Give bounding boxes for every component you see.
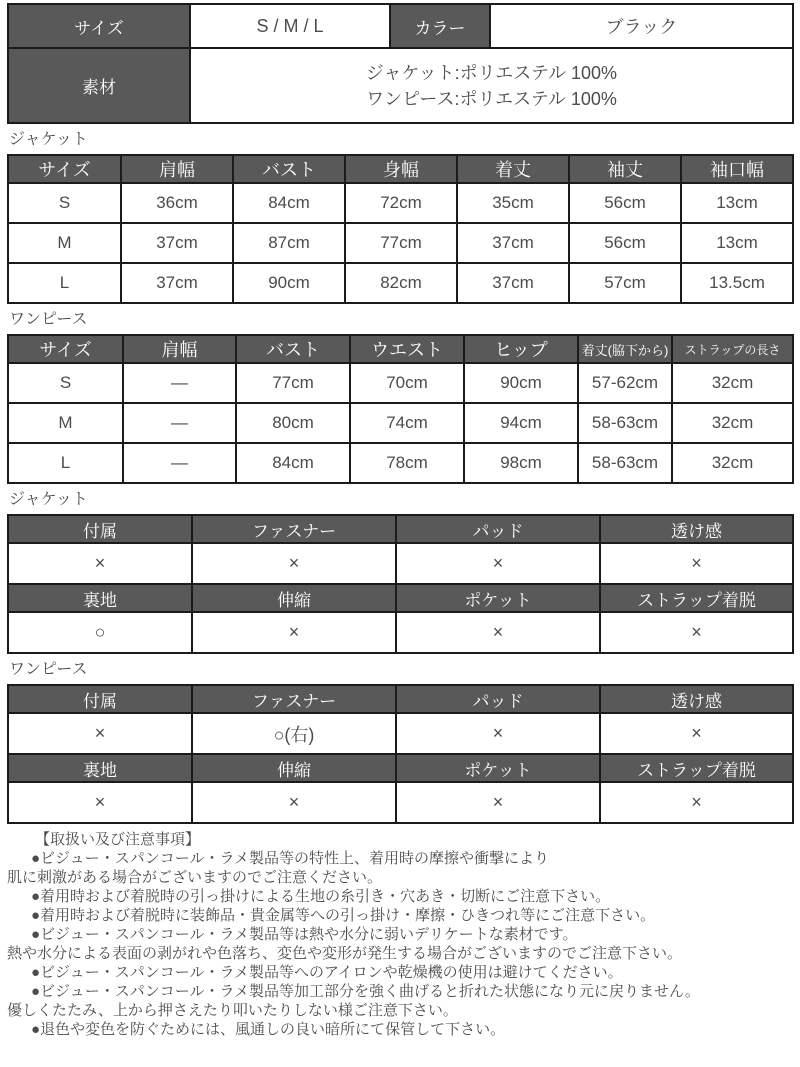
column-header: ヒップ — [464, 335, 578, 363]
feature-header: 付属 — [8, 515, 192, 543]
section-label-onepiece-measurements: ワンピース — [9, 311, 88, 328]
feature-value: × — [8, 782, 192, 823]
feature-header: ストラップ着脱 — [600, 754, 793, 782]
note-line: ●ビジュー・スパンコール・ラメ製品等加工部分を強く曲げると折れた状態になり元に戻りません。 — [31, 983, 700, 1000]
feature-header: パッド — [396, 685, 600, 713]
note-line: ●退色や変色を防ぐためには、風通しの良い暗所にて保管して下さい。 — [31, 1021, 506, 1038]
measurement-cell: ― — [123, 443, 236, 483]
measurement-cell: 56cm — [569, 223, 681, 263]
onepiece-features-table — [7, 684, 794, 824]
note-line: ●ビジュー・スパンコール・ラメ製品等の特性上、着用時の摩擦や衝撃により — [31, 850, 550, 867]
table-row — [8, 363, 793, 403]
column-header: 着丈 — [457, 155, 569, 183]
spec-table — [7, 3, 794, 124]
size-cell: S — [8, 183, 121, 223]
feature-header: ファスナー — [192, 515, 396, 543]
feature-value: × — [8, 543, 192, 584]
table-row — [8, 543, 793, 584]
feature-header: 伸縮 — [192, 584, 396, 612]
section-label-onepiece-features: ワンピース — [9, 661, 88, 678]
feature-value: × — [600, 713, 793, 754]
feature-value: × — [192, 612, 396, 653]
measurement-cell: 82cm — [345, 263, 457, 303]
column-header: サイズ — [8, 335, 123, 363]
measurement-cell: 37cm — [121, 263, 233, 303]
feature-value: × — [600, 612, 793, 653]
feature-header: 透け感 — [600, 685, 793, 713]
feature-header: 付属 — [8, 685, 192, 713]
measurement-cell: 80cm — [236, 403, 350, 443]
column-header: 肩幅 — [121, 155, 233, 183]
measurement-cell: 13cm — [681, 223, 793, 263]
measurement-cell: 13cm — [681, 183, 793, 223]
measurement-cell: 57-62cm — [578, 363, 672, 403]
column-header: 袖口幅 — [681, 155, 793, 183]
feature-value: × — [396, 713, 600, 754]
feature-value: × — [600, 543, 793, 584]
material-line-onepiece: ワンピース:ポリエステル 100% — [366, 88, 617, 109]
feature-value: ○ — [8, 612, 192, 653]
feature-value: × — [396, 782, 600, 823]
measurement-cell: 35cm — [457, 183, 569, 223]
jacket-measurements-table — [7, 154, 794, 304]
measurement-cell: 87cm — [233, 223, 345, 263]
column-header: バスト — [236, 335, 350, 363]
section-label-jacket-features: ジャケット — [9, 491, 88, 508]
note-line: 熱や水分による表面の剥がれや色落ち、変色や変形が発生する場合がございますのでご注意下さい。 — [7, 945, 683, 962]
measurement-cell: 37cm — [121, 223, 233, 263]
size-cell: L — [8, 443, 123, 483]
measurement-cell: 98cm — [464, 443, 578, 483]
measurement-cell: 77cm — [236, 363, 350, 403]
feature-value: ○(右) — [192, 713, 396, 754]
note-line: ●着用時および着脱時の引っ掛けによる生地の糸引き・穴あき・切断にご注意下さい。 — [31, 888, 611, 905]
feature-header: 裏地 — [8, 754, 192, 782]
column-header: 袖丈 — [569, 155, 681, 183]
material-header-cell: 素材 — [8, 48, 190, 123]
feature-header: ストラップ着脱 — [600, 584, 793, 612]
column-header: 着丈(脇下から) — [578, 335, 672, 363]
measurement-cell: 90cm — [233, 263, 345, 303]
size-cell: S — [8, 363, 123, 403]
feature-header: ポケット — [396, 584, 600, 612]
measurement-cell: 32cm — [672, 403, 793, 443]
feature-value: × — [600, 782, 793, 823]
color-header-cell: カラー — [390, 4, 490, 48]
measurement-cell: 36cm — [121, 183, 233, 223]
table-row — [8, 443, 793, 483]
measurement-cell: 84cm — [236, 443, 350, 483]
note-line: ●着用時および着脱時に装飾品・貴金属等への引っ掛け・摩擦・ひきつれ等にご注意下さい。 — [31, 907, 656, 924]
note-line: 肌に刺激がある場合がございますのでご注意ください。 — [7, 869, 383, 886]
size-cell: M — [8, 403, 123, 443]
measurement-cell: 90cm — [464, 363, 578, 403]
measurement-cell: 94cm — [464, 403, 578, 443]
measurement-cell: ― — [123, 363, 236, 403]
feature-value: × — [192, 782, 396, 823]
measurement-cell: 37cm — [457, 263, 569, 303]
note-line: 優しくたたみ、上から押さえたり叩いたりしない様ご注意下さい。 — [7, 1002, 458, 1019]
measurement-cell: 84cm — [233, 183, 345, 223]
material-line-jacket: ジャケット:ポリエステル 100% — [365, 62, 618, 83]
size-value-cell: S / M / L — [190, 4, 390, 48]
feature-value: × — [192, 543, 396, 584]
measurement-cell: 37cm — [457, 223, 569, 263]
onepiece-measurements-table — [7, 334, 794, 484]
size-header-cell: サイズ — [8, 4, 190, 48]
material-value-cell — [190, 48, 793, 123]
feature-header: ポケット — [396, 754, 600, 782]
table-row — [8, 612, 793, 653]
table-row — [8, 263, 793, 303]
note-line: ●ビジュー・スパンコール・ラメ製品等は熱や水分に弱いデリケートな素材です。 — [31, 926, 578, 943]
feature-value: × — [396, 612, 600, 653]
color-value-cell: ブラック — [490, 4, 793, 48]
table-row — [8, 183, 793, 223]
table-row — [8, 403, 793, 443]
measurement-cell: 57cm — [569, 263, 681, 303]
notes-title: 【取扱い及び注意事項】 — [35, 831, 201, 848]
section-label-jacket-measurements: ジャケット — [9, 131, 88, 148]
column-header: サイズ — [8, 155, 121, 183]
table-row — [8, 223, 793, 263]
measurement-cell: 70cm — [350, 363, 464, 403]
measurement-cell: 58-63cm — [578, 443, 672, 483]
measurement-cell: 56cm — [569, 183, 681, 223]
size-cell: M — [8, 223, 121, 263]
measurement-cell: 77cm — [345, 223, 457, 263]
measurement-cell: 78cm — [350, 443, 464, 483]
feature-header: パッド — [396, 515, 600, 543]
jacket-features-table — [7, 514, 794, 654]
measurement-cell: ― — [123, 403, 236, 443]
measurement-cell: 13.5cm — [681, 263, 793, 303]
table-row — [8, 713, 793, 754]
measurement-cell: 32cm — [672, 443, 793, 483]
note-line: ●ビジュー・スパンコール・ラメ製品等へのアイロンや乾燥機の使用は避けてください。 — [31, 964, 623, 981]
feature-value: × — [8, 713, 192, 754]
column-header: ストラップの長さ — [672, 335, 793, 363]
measurement-cell: 32cm — [672, 363, 793, 403]
measurement-cell: 58-63cm — [578, 403, 672, 443]
column-header: バスト — [233, 155, 345, 183]
column-header: 身幅 — [345, 155, 457, 183]
column-header: ウエスト — [350, 335, 464, 363]
measurement-cell: 74cm — [350, 403, 464, 443]
feature-value: × — [396, 543, 600, 584]
feature-header: 透け感 — [600, 515, 793, 543]
measurement-cell: 72cm — [345, 183, 457, 223]
feature-header: ファスナー — [192, 685, 396, 713]
handling-notes — [7, 830, 793, 1039]
feature-header: 裏地 — [8, 584, 192, 612]
column-header: 肩幅 — [123, 335, 236, 363]
table-row — [8, 782, 793, 823]
size-cell: L — [8, 263, 121, 303]
feature-header: 伸縮 — [192, 754, 396, 782]
